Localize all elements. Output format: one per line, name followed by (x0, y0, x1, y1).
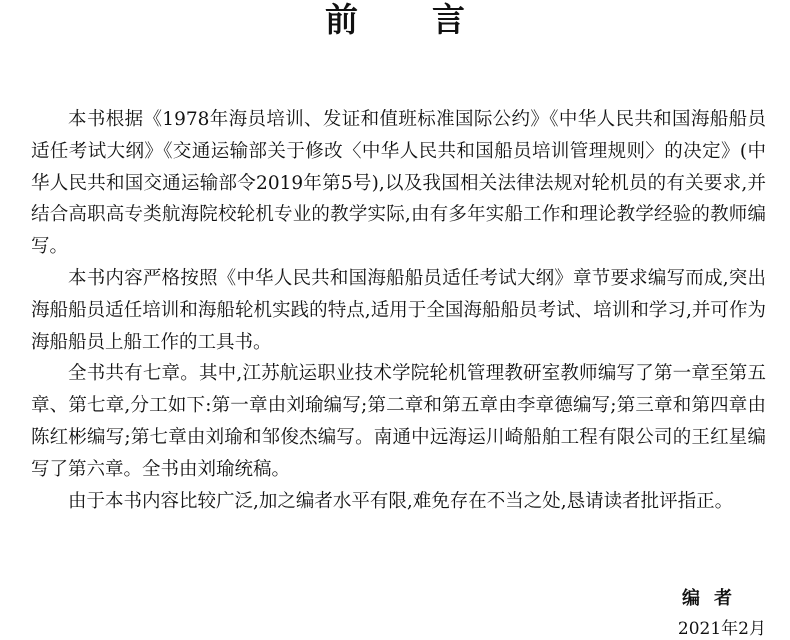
paragraph-2: 本书内容严格按照《中华人民共和国海船船员适任考试大纲》章节要求编写而成,突出海船船员适任培训和海船轮机实践的特点,适用于全国海船船员考试、培训和学习,并可作为海船船员上船工作的工具书。 (31, 267, 766, 353)
paragraph-1: 本书根据《1978年海员培训、发证和值班标准国际公约》《中华人民共和国海船船员适任考试大纲》《交通运输部关于修改〈中华人民共和国船员培训管理规则〉的决定》(中华人民共和国交通运输部令2019年第5号),以及我国相关法律法规对轮机员的有关要求,并结合高职高专类航海院校轮机专业的教学实际,由有多年实船工作和理论教学经验的教师编写。 (31, 109, 766, 258)
paragraph-3: 全书共有七章。其中,江苏航运职业技术学院轮机管理教研室教师编写了第一章至第五章、第七章,分工如下:第一章由刘瑜编写;第二章和第五章由李章德编写;第三章和第四章由陈红彬编写;第七章由刘瑜和邹俊杰编写。南通中远海运川崎船舶工程有限公司的王红星编写了第六章。全书由刘瑜统稿。 (31, 363, 766, 480)
page-title: 前言 (325, 0, 539, 39)
paragraph-4: 由于本书内容比较广泛,加之编者水平有限,难免存在不当之处,恳请读者批评指正。 (68, 490, 734, 512)
author-signature: 编者 (682, 588, 746, 609)
preface-body (31, 104, 766, 517)
publication-date: 2021年2月 (677, 619, 766, 639)
